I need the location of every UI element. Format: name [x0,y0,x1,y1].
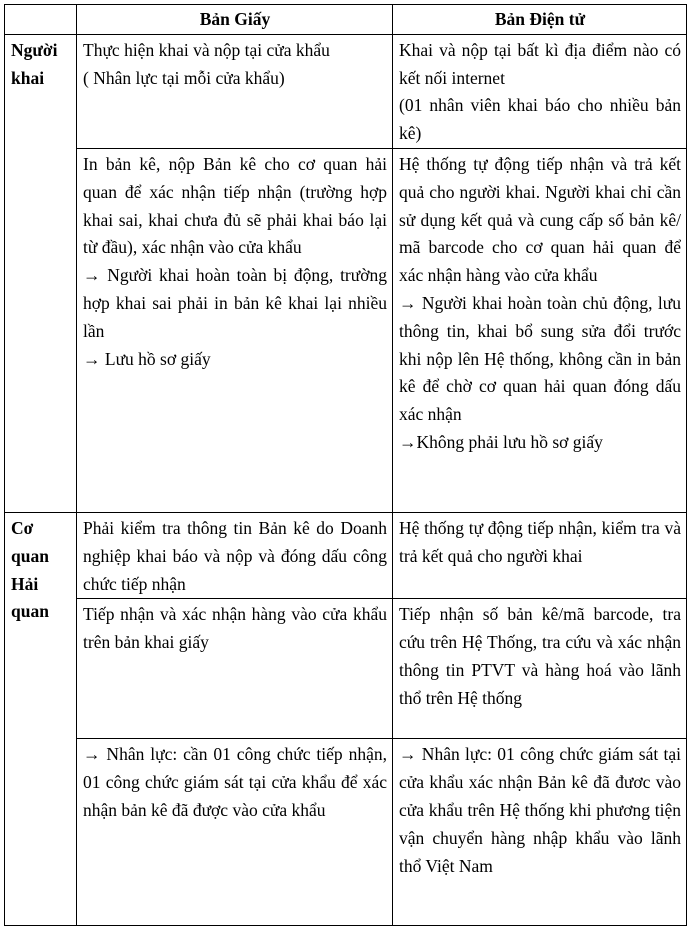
paper-text: ( Nhân lực tại mỗi cửa khẩu) [83,67,285,88]
electronic-text: → Nhân lực: 01 công chức giám sát tại cửa khẩu xác nhận Bản kê đã đươc vào cửa khẩu trên Hệ thống khi phương tiện vận chuyển hàng nhập khẩu vào lãnh thổ Việt Nam [399,744,681,876]
paper-cell [77,34,393,148]
table-row [5,148,687,512]
electronic-cell [393,148,687,512]
header-party [5,5,77,35]
electronic-text: → Người khai hoàn toàn chủ động, lưu thông tin, khai bổ sung sửa đổi trước khi nộp lên Hệ thống, không cần in bản kê để chờ cơ quan hải quan đóng dấu xác nhận [399,292,681,425]
comparison-table [4,4,687,926]
electronic-text: Hệ thống tự động tiếp nhận và trả kết quả cho người khai. Người khai chỉ cần sử dụng kết quả và cung cấp số bản kê/ mã barcode cho cơ quan hải quan để xác nhận hàng vào cửa khẩu [399,153,681,286]
header-row [5,5,687,35]
electronic-text: →Không phải lưu hồ sơ giấy [399,431,603,452]
party-label-declarant: Người khai [5,34,77,512]
table-row [5,34,687,148]
paper-text: → Lưu hồ sơ giấy [83,348,211,369]
electronic-text: Hệ thống tự động tiếp nhận, kiểm tra và trả kết quả cho người khai [399,517,681,566]
table-row [5,512,687,598]
paper-cell [77,599,393,739]
electronic-text: (01 nhân viên khai báo cho nhiều bản kê) [399,95,681,144]
paper-text: Tiếp nhận và xác nhận hàng vào cửa khẩu trên bản khai giấy [83,604,387,653]
paper-text: Thực hiện khai và nộp tại cửa khẩu [83,39,330,60]
paper-text: → Nhân lực: cần 01 công chức tiếp nhận, 01 công chức giám sát tại cửa khẩu để xác nhận bản kê đã được vào cửa khẩu [83,744,387,820]
electronic-cell [393,34,687,148]
table-row [5,739,687,926]
paper-text: Phải kiểm tra thông tin Bản kê do Doanh nghiệp khai báo và nộp và đóng dấu công chức tiếp nhận [83,517,387,594]
paper-text: In bản kê, nộp Bản kê cho cơ quan hải quan để xác nhận tiếp nhận (trường hợp khai sai, khai chưa đủ sẽ phải khai báo lại từ đầu), xác nhận vào cửa khẩu [83,153,387,258]
paper-cell [77,148,393,512]
electronic-cell [393,739,687,926]
electronic-cell [393,599,687,739]
electronic-cell [393,512,687,598]
header-paper: Bản Giấy [77,5,393,35]
header-electronic: Bản Điện tử [393,5,687,35]
paper-text: → Người khai hoàn toàn bị động, trường hợp khai sai phải in bản kê khai lại nhiều lần [83,265,387,341]
paper-cell [77,512,393,598]
paper-cell [77,739,393,926]
electronic-text: Khai và nộp tại bất kì địa điểm nào có kết nối internet [399,39,681,88]
electronic-text: Tiếp nhận số bản kê/mã barcode, tra cứu trên Hệ Thống, tra cứu và xác nhận thông tin PTVT và hàng hoá vào lãnh thổ trên Hệ thống [399,604,681,708]
party-label-customs: Cơ quan Hải quan [5,512,77,925]
table-row [5,599,687,739]
